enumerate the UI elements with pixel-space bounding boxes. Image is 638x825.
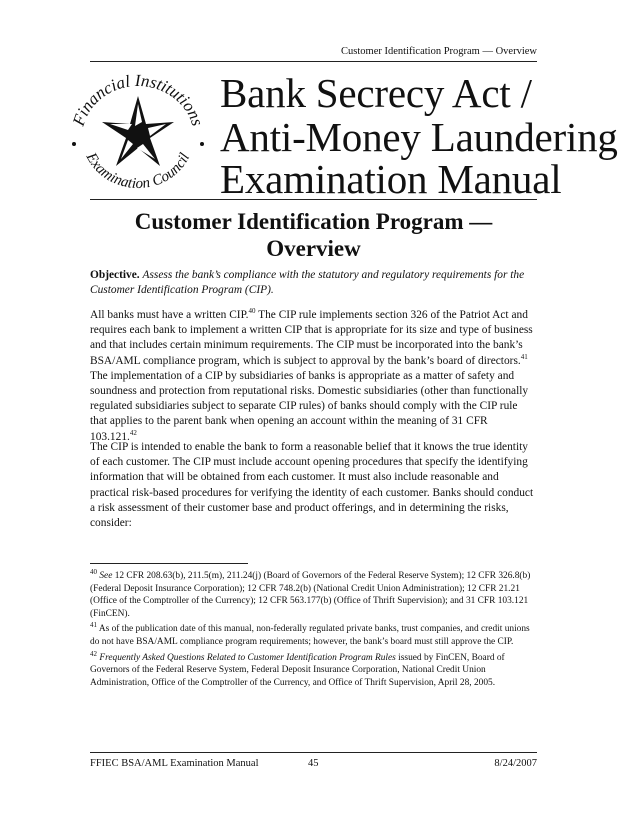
seal-star-icon [102,96,174,166]
running-header: Customer Identification Program — Overview [341,46,537,57]
objective-label: Objective. [90,269,140,281]
body-paragraph-1 [90,308,537,445]
manual-title-line-2: Anti-Money Laundering [220,114,618,160]
section-title [90,208,537,262]
p1-text-b: The CIP rule implements section 326 of the Patriot Act and requires each bank to implement a written CIP that is appropriate for its size and type of business and that includes certain minimum requirements. The CIP must be incorporated into the bank’s BSA/AML compliance program, which is subject to approval by the bank’s board of directors. [90,309,533,367]
section-title-line-2: Overview [266,236,361,261]
header-rule [90,61,537,62]
footnotes [90,567,537,689]
footnote-ref-41: 41 [520,352,528,361]
footnote-40-text: 12 CFR 208.63(b), 211.5(m), 211.24(j) (Board of Governors of the Federal Reserve System); 12 CFR 326.8(b) (Federal Deposit Insurance Corporation); 12 CFR 748.2(b) (National Credit Union Administration); 12 CFR 21.21 (Office of the Comptroller of the Currency); 12 CFR 563.177(b) (Office of Thrift Supervision); and 31 CFR 103.121 (FinCEN). [90,571,531,619]
footer-rule [90,752,537,753]
footnote-42-text: issued by FinCEN, Board of Governors of the Federal Reserve System, Federal Deposit Insurance Corporation, National Credit Union Administration, Office of the Comptroller of the Currency, and Office of Thrift Supervision, April 28, 2005. [90,652,505,688]
footer-date: 8/24/2007 [494,758,537,769]
footnote-ref-42: 42 [129,428,137,437]
ffiec-seal-logo [60,66,216,192]
footnote-ref-40: 40 [248,307,256,316]
footnote-41-text: As of the publication date of this manual, non-federally regulated private banks, trust companies, and credit unions do not have BSA/AML compliance program requirements; however, the bank’s board must still approve the CIP. [90,624,530,647]
section-title-line-1: Customer Identification Program — [134,209,493,234]
footnote-41 [90,623,537,648]
seal-top-text: Financial Institutions [68,70,208,129]
footnote-42-number: 42 [90,649,97,658]
footnote-40-see: See [99,571,113,581]
svg-text:Examination Council [82,149,193,192]
title-rule [90,199,537,200]
footnote-40-number: 40 [90,567,97,576]
footnote-42 [90,649,537,690]
p2-text: The CIP is intended to enable the bank to form a reasonable belief that it knows the true identity of each customer. The CIP must include account opening procedures that specify the identifying information that will be obtained from each customer. It must also include reasonable and practical risk-based procedures for verifying the identity of each customer. Banks should conduct a risk assessment of their customer base and product offerings, and in determining the risks, consider: [90,441,534,530]
manual-title-line-1: Bank Secrecy Act / [220,70,532,116]
objective-paragraph [90,268,537,298]
footnote-41-number: 41 [90,621,97,630]
footnote-42-title: Frequently Asked Questions Related to Customer Identification Program Rules [99,652,396,663]
footnote-rule [90,563,248,564]
seal-bottom-text: Examination Council [82,150,194,192]
footnote-40 [90,567,537,620]
objective-text: Assess the bank’s compliance with the statutory and regulatory requirements for the Customer Identification Program (CIP). [90,269,525,297]
p1-text-a: All banks must have a written CIP. [90,309,249,321]
footer-manual-name: FFIEC BSA/AML Examination Manual [90,758,259,769]
manual-title-line-3: Examination Manual [220,156,562,202]
body-paragraph-2 [90,440,537,531]
footer-page-number: 45 [308,758,319,769]
p1-text-c: The implementation of a CIP by subsidiaries of banks is appropriate as a matter of safety and soundness and protection from reputational risks. Domestic subsidiaries (other than functionally regulated subsidiaries subject to separate CIP rules) of banks should comply with the CIP rule that applies to the parent bank when opening an account within the meaning of 31 CFR 103.121. [90,369,529,443]
